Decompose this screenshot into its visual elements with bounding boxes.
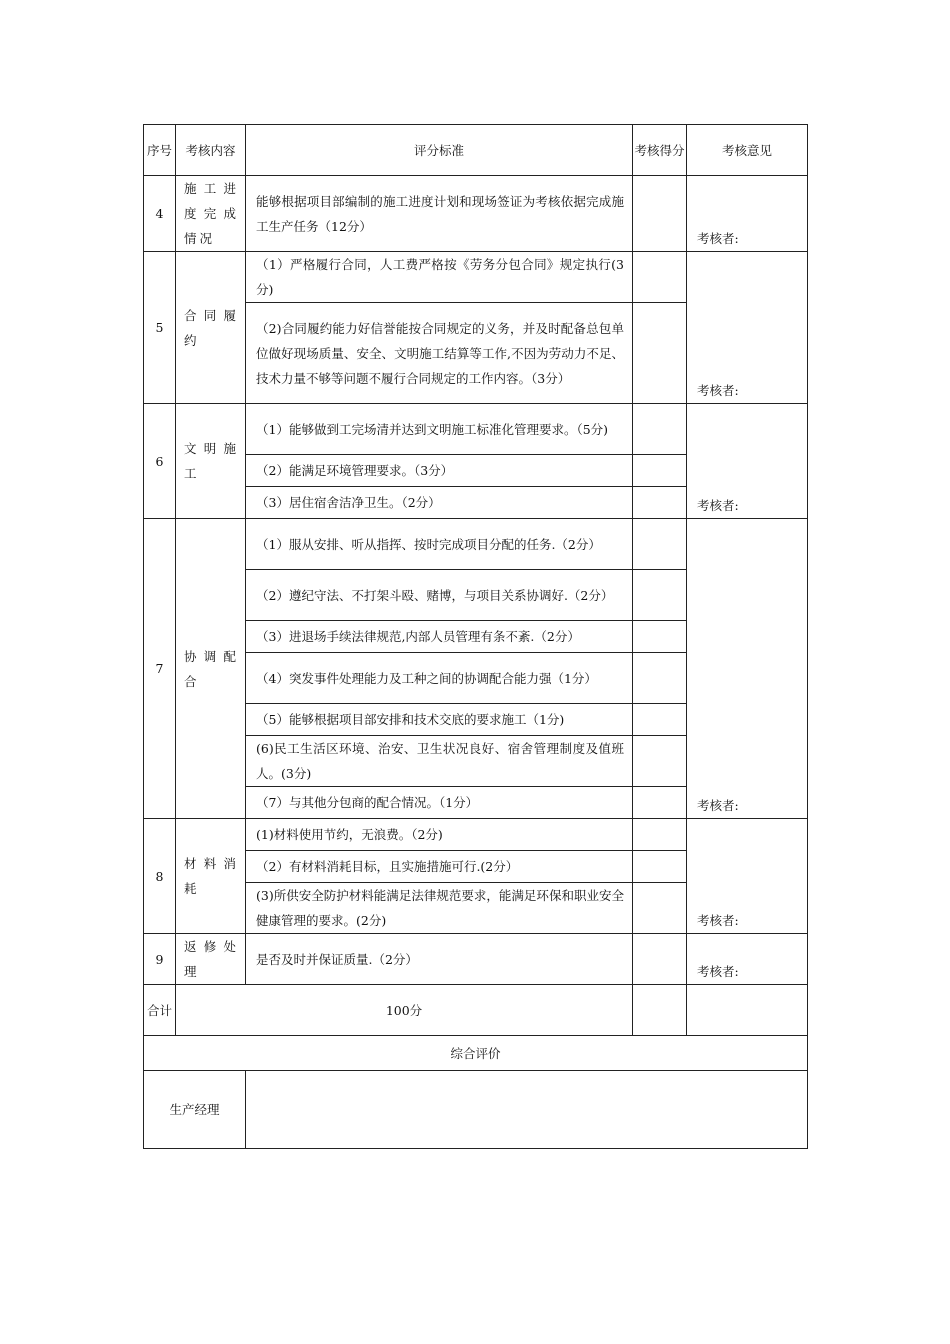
total-score-cell[interactable]: [633, 985, 687, 1036]
row-seq: 9: [144, 934, 176, 985]
criteria-cell: （3）居住宿舍洁净卫生。（2分）: [246, 487, 633, 519]
row-item: 材料消耗: [176, 819, 246, 934]
row-item: 协调配合: [176, 519, 246, 819]
assessor-cell[interactable]: 考核者:: [687, 176, 808, 252]
criteria-cell: (3)所供安全防护材料能满足法律规范要求，能满足环保和职业安全健康管理的要求。(2分): [246, 883, 633, 934]
criteria-cell: （1）能够做到工完场清并达到文明施工标准化管理要求。（5分): [246, 404, 633, 455]
assessor-cell[interactable]: 考核者:: [687, 819, 808, 934]
score-cell[interactable]: [633, 934, 687, 985]
score-cell[interactable]: [633, 303, 687, 404]
summary-row: [144, 1036, 808, 1071]
score-cell[interactable]: [633, 176, 687, 252]
manager-label: 生产经理: [144, 1071, 246, 1149]
row-item: 施工进度完成情况: [176, 176, 246, 252]
manager-input[interactable]: [246, 1071, 808, 1149]
criteria-cell: （2)合同履约能力好信誉能按合同规定的义务，并及时配备总包单位做好现场质量、安全、文明施工结算等工作,不因为劳动力不足、技术力量不够等问题不履行合同规定的工作内容。（3分）: [246, 303, 633, 404]
header-row: [144, 125, 808, 176]
table-row: [144, 176, 808, 252]
manager-row: [144, 1071, 808, 1149]
score-cell[interactable]: [633, 736, 687, 787]
criteria-cell: 能够根据项目部编制的施工进度计划和现场签证为考核依据完成施工生产任务（12分）: [246, 176, 633, 252]
criteria-cell: （7）与其他分包商的配合情况。（1分）: [246, 787, 633, 819]
total-label: 合计: [144, 985, 176, 1036]
score-cell[interactable]: [633, 621, 687, 653]
row-seq: 8: [144, 819, 176, 934]
total-value: 100分: [176, 985, 633, 1036]
row-seq: 6: [144, 404, 176, 519]
assessor-cell[interactable]: 考核者:: [687, 934, 808, 985]
table-row: [144, 404, 808, 455]
score-cell[interactable]: [633, 252, 687, 303]
row-item: 合同履约: [176, 252, 246, 404]
table-row: [144, 819, 808, 851]
header-opinion: 考核意见: [687, 125, 808, 176]
criteria-cell: （2）能满足环境管理要求。（3分）: [246, 455, 633, 487]
score-cell[interactable]: [633, 570, 687, 621]
row-item: 返修处理: [176, 934, 246, 985]
assessment-table: [143, 124, 808, 1149]
criteria-cell: 是否及时并保证质量.（2分）: [246, 934, 633, 985]
header-seq: 序号: [144, 125, 176, 176]
criteria-cell: （2）遵纪守法、不打架斗殴、赌博，与项目关系协调好.（2分）: [246, 570, 633, 621]
score-cell[interactable]: [633, 819, 687, 851]
criteria-cell: （4）突发事件处理能力及工种之间的协调配合能力强（1分）: [246, 653, 633, 704]
row-seq: 4: [144, 176, 176, 252]
criteria-cell: （1）严格履行合同，人工费严格按《劳务分包合同》规定执行(3分): [246, 252, 633, 303]
table-row: [144, 934, 808, 985]
score-cell[interactable]: [633, 487, 687, 519]
table-row: [144, 252, 808, 303]
header-criteria: 评分标准: [246, 125, 633, 176]
score-cell[interactable]: [633, 653, 687, 704]
criteria-cell: （3）进退场手续法律规范,内部人员管理有条不紊.（2分）: [246, 621, 633, 653]
table-row: [144, 519, 808, 570]
score-cell[interactable]: [633, 883, 687, 934]
score-cell[interactable]: [633, 787, 687, 819]
score-cell[interactable]: [633, 404, 687, 455]
assessor-cell[interactable]: 考核者:: [687, 519, 808, 819]
row-seq: 5: [144, 252, 176, 404]
score-cell[interactable]: [633, 455, 687, 487]
total-row: [144, 985, 808, 1036]
criteria-cell: （5）能够根据项目部安排和技术交底的要求施工（1分): [246, 704, 633, 736]
header-item: 考核内容: [176, 125, 246, 176]
score-cell[interactable]: [633, 851, 687, 883]
score-cell[interactable]: [633, 704, 687, 736]
total-opinion-cell[interactable]: [687, 985, 808, 1036]
row-seq: 7: [144, 519, 176, 819]
summary-title: 综合评价: [144, 1036, 808, 1071]
criteria-cell: （1）服从安排、听从指挥、按时完成项目分配的任务.（2分）: [246, 519, 633, 570]
criteria-cell: (6)民工生活区环境、治安、卫生状况良好、宿舍管理制度及值班人。(3分): [246, 736, 633, 787]
criteria-cell: （2）有材料消耗目标，且实施措施可行.(2分）: [246, 851, 633, 883]
assessor-cell[interactable]: 考核者:: [687, 404, 808, 519]
header-score: 考核得分: [633, 125, 687, 176]
score-cell[interactable]: [633, 519, 687, 570]
assessor-cell[interactable]: 考核者:: [687, 252, 808, 404]
criteria-cell: (1)材料使用节约，无浪费。（2分): [246, 819, 633, 851]
row-item: 文明施工: [176, 404, 246, 519]
